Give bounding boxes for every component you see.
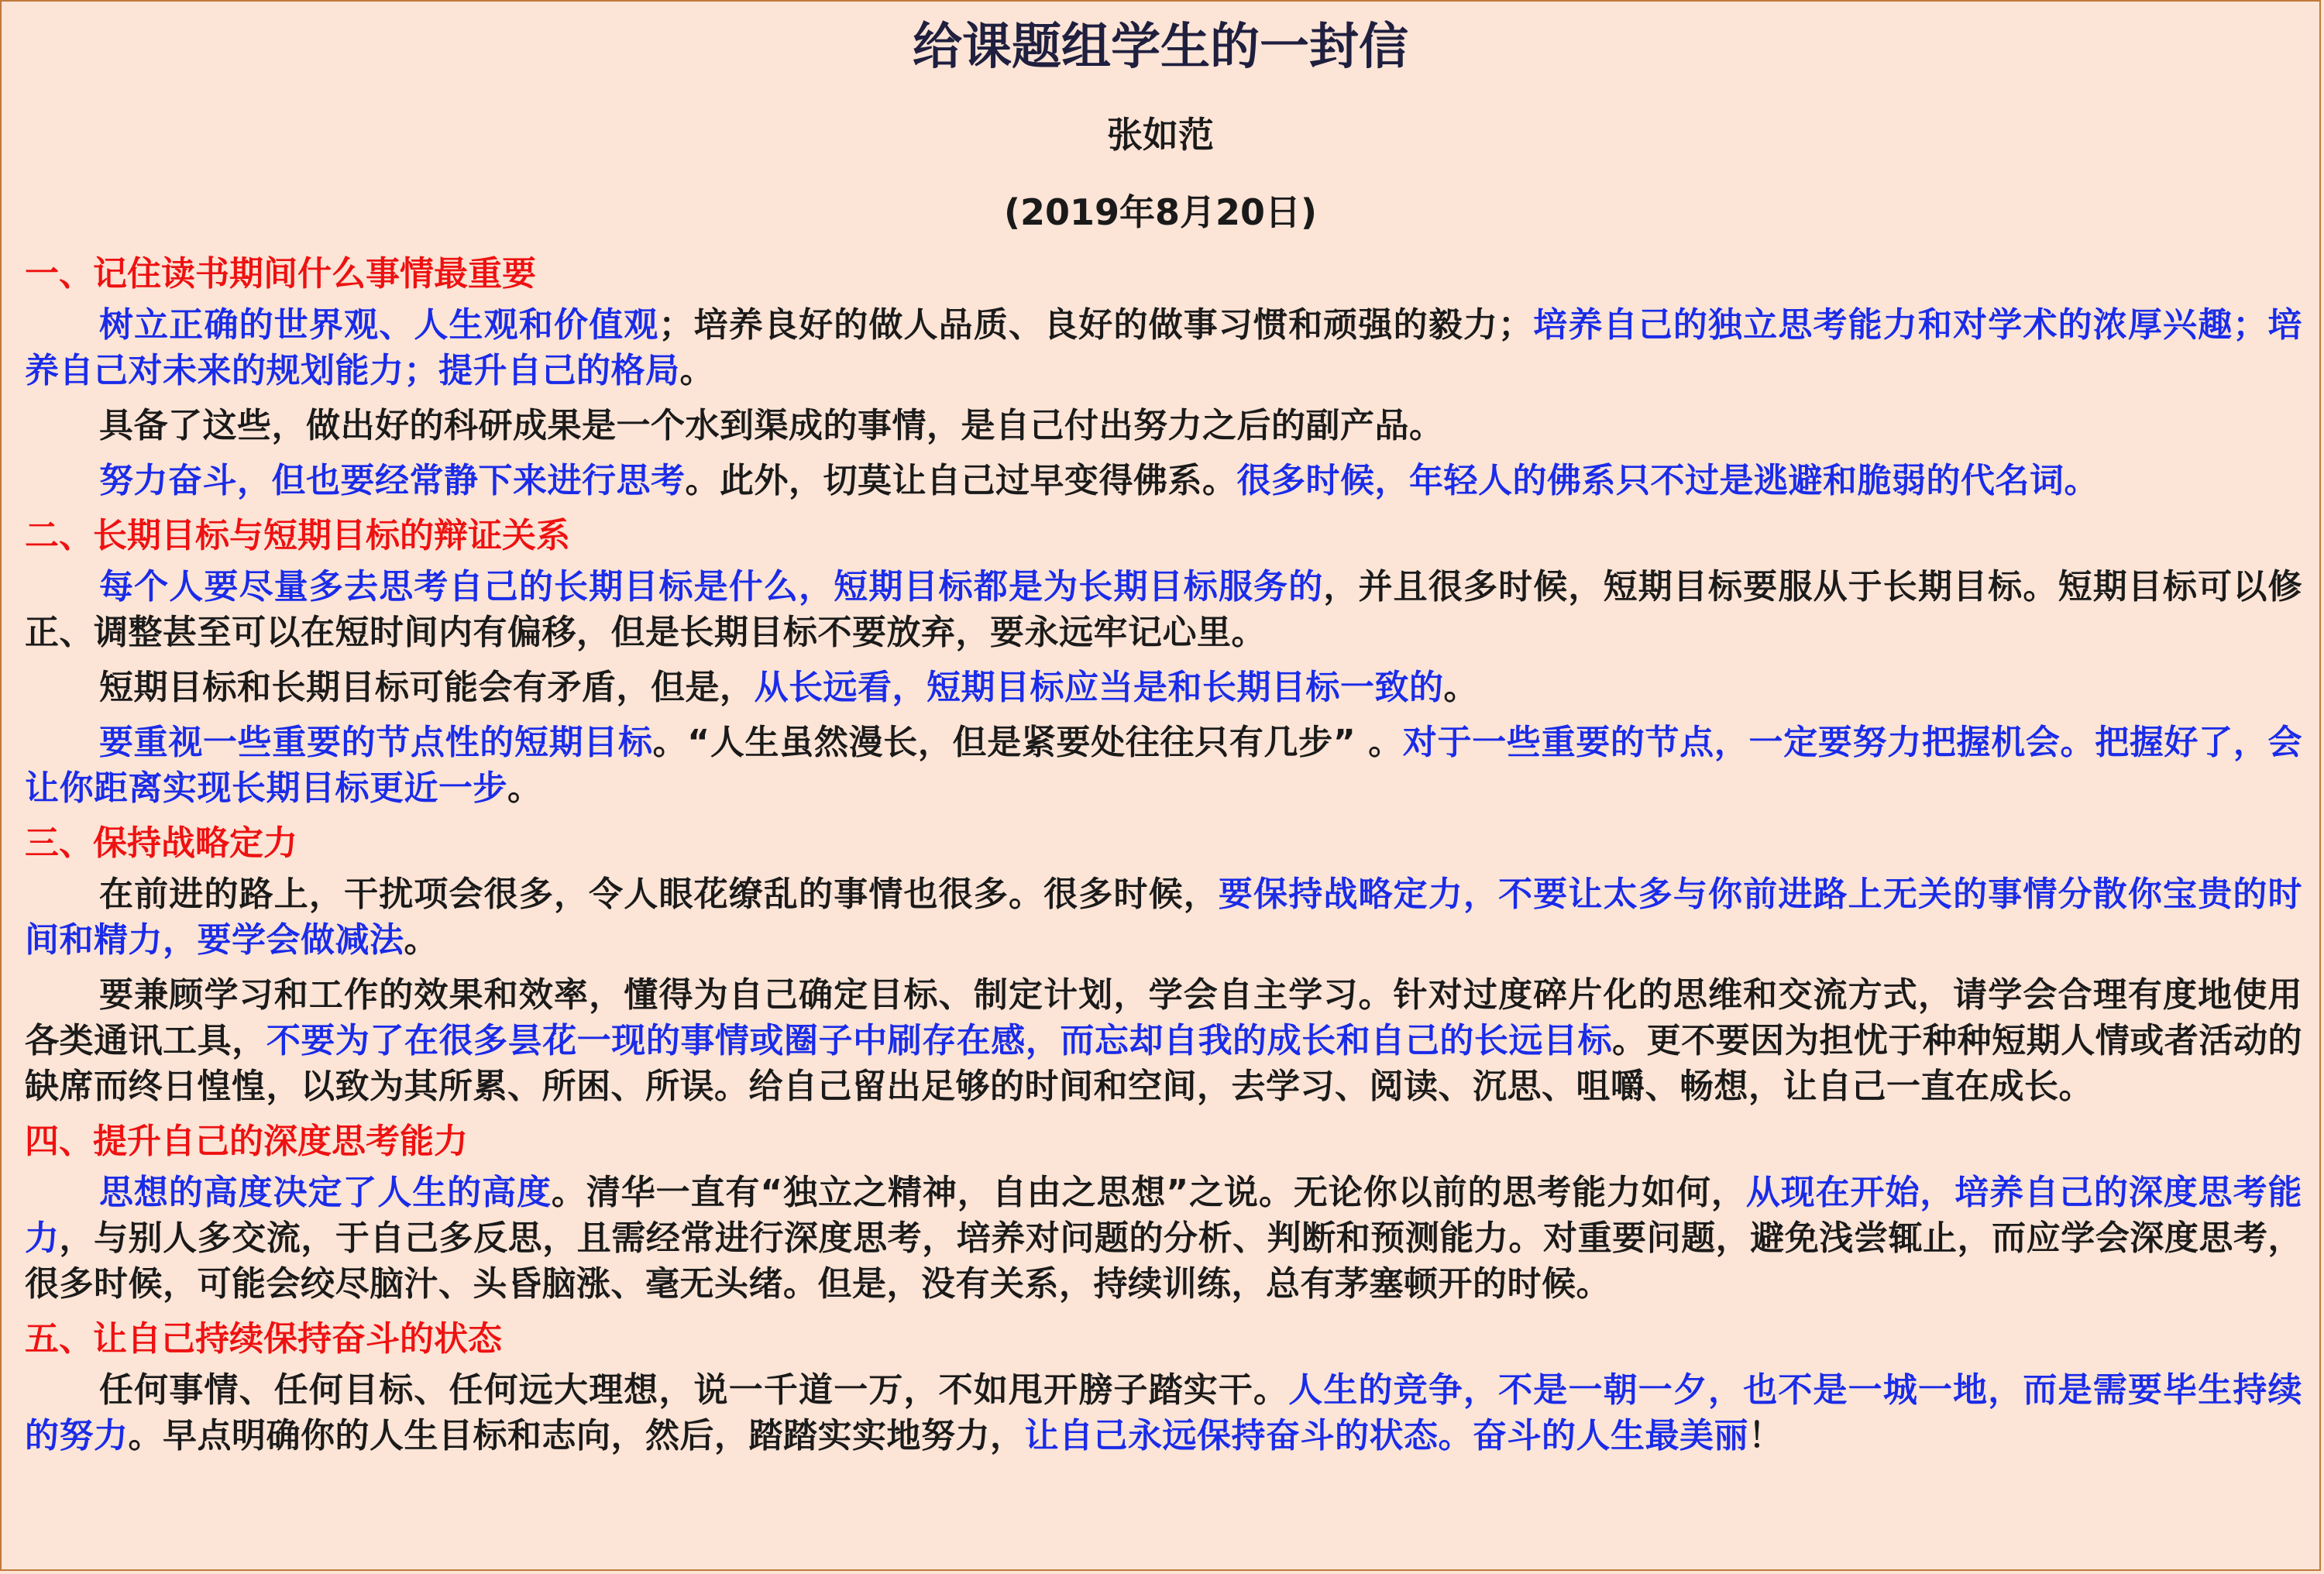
body-text: 。此外，切莫让自己过早变得佛系。 (685, 461, 1237, 500)
paragraph (25, 458, 2302, 503)
emphasis-text: 每个人要尽量多去思考自己的长期目标是什么，短期目标都是为长期目标服务的 (99, 567, 1324, 607)
body-text: 。更不要因为担忧于种种短期人情或者活动的缺席而终日惶惶，以致为其所累、所困、所误。给自己留出足够的时间和空间，去学习、阅读、沉思、咀嚼、畅想，让自己一直在成长。 (25, 1021, 2303, 1106)
paragraph (25, 972, 2302, 1109)
letter-body (25, 251, 2302, 1468)
emphasis-text: 要保持战略定力，不要让太多与你前进路上无关的事情分散你宝贵的时间和精力，要学会做减法 (25, 875, 2303, 960)
body-text: ，并且很多时候，短期目标要服从于长期目标。短期目标可以修正、调整甚至可以在短时间内有偏移，但是长期目标不要放弃，要永远牢记心里。 (25, 567, 2302, 652)
emphasis-text: 培养自己的独立思考能力和对学术的浓厚兴趣；培养自己对未来的规划能力；提升自己的格局 (25, 305, 2303, 390)
body-text: 。早点明确你的人生目标和志向，然后，踏踏实实地努力， (128, 1416, 1025, 1455)
body-text: ！ (1748, 1416, 1783, 1455)
paragraph (25, 403, 2302, 448)
emphasis-text: 对于一些重要的节点，一定要努力把握机会。把握好了，会让你距离实现长期目标更近一步 (25, 723, 2303, 808)
body-text: ；培养良好的做人品质、良好的做事习惯和顽强的毅力； (658, 305, 1533, 345)
paragraph (25, 302, 2302, 394)
section-heading: 二、长期目标与短期目标的辩证关系 (25, 516, 570, 555)
section-heading: 一、记住读书期间什么事情最重要 (25, 254, 536, 294)
body-text: 具备了这些，做出好的科研成果是一个水到渠成的事情，是自己付出努力之后的副产品。 (99, 406, 1444, 445)
body-text: 在前进的路上，干扰项会很多，令人眼花缭乱的事情也很多。很多时候， (99, 875, 1219, 914)
body-text: 短期目标和长期目标可能会有矛盾，但是， (99, 668, 755, 707)
body-text: 要兼顾学习和工作的效果和效率，懂得为自己确定目标、制定计划，学会自主学习。针对过度碎片化的思维和交流方式，请学会合理有度地使用各类通讯工具， (25, 975, 2302, 1060)
paragraph (25, 564, 2302, 655)
emphasis-text: 要重视一些重要的节点性的短期目标 (99, 723, 653, 762)
section-heading: 五、让自己持续保持奋斗的状态 (25, 1319, 502, 1359)
body-text: 。清华一直有“独立之精神，自由之思想”之说。无论你以前的思考能力如何， (551, 1173, 1746, 1212)
emphasis-text: 努力奋斗，但也要经常静下来进行思考 (99, 461, 686, 500)
paragraph (25, 1367, 2302, 1459)
emphasis-text: 不要为了在很多昙花一现的事情或圈子中刷存在感，而忘却自我的成长和自己的长远目标 (266, 1021, 1613, 1060)
emphasis-text: 思想的高度决定了人生的高度 (99, 1173, 552, 1212)
body-text: 任何事情、任何目标、任何远大理想，说一千道一万，不如甩开膀子踏实干。 (99, 1370, 1289, 1410)
paragraph (25, 665, 2302, 710)
body-text: ，与别人多交流，于自己多反思，且需经常进行深度思考，培养对问题的分析、判断和预测能力。对重要问题，避免浅尝辄止，而应学会深度思考，很多时候，可能会绞尽脑汁、头昏脑涨、毫无头绪。但是，没有关系，持续训练，总有茅塞顿开的时候。 (25, 1218, 2302, 1304)
letter-title: 给课题组学生的一封信 (913, 19, 1408, 76)
emphasis-text: 树立正确的世界观、人生观和价值观 (99, 305, 659, 345)
section-heading: 三、保持战略定力 (25, 823, 297, 863)
emphasis-text: 从长远看，短期目标应当是和长期目标一致的 (754, 668, 1444, 707)
paragraph (25, 871, 2302, 963)
emphasis-text: 人生的竞争，不是一朝一夕，也不是一城一地，而是需要毕生持续的努力 (25, 1370, 2303, 1455)
body-text: 。“人生虽然漫长，但是紧要处往往只有几步” 。 (652, 723, 1403, 762)
emphasis-text: 从现在开始，培养自己的深度思考能力 (25, 1173, 2303, 1258)
body-text: 。 (679, 351, 714, 390)
emphasis-text: 很多时候，年轻人的佛系只不过是逃避和脆弱的代名词。 (1236, 461, 2099, 500)
body-text: 。 (1443, 668, 1478, 707)
body-text: 。 (404, 920, 438, 960)
body-text: 。 (507, 768, 542, 808)
paragraph (25, 720, 2302, 811)
letter-date: (2019年8月20日) (1003, 191, 1318, 233)
section-heading: 四、提升自己的深度思考能力 (25, 1122, 468, 1161)
author-name: 张如范 (1107, 114, 1214, 156)
paragraph (25, 1170, 2302, 1307)
emphasis-text: 让自己永远保持奋斗的状态。奋斗的人生最美丽 (1024, 1416, 1748, 1455)
